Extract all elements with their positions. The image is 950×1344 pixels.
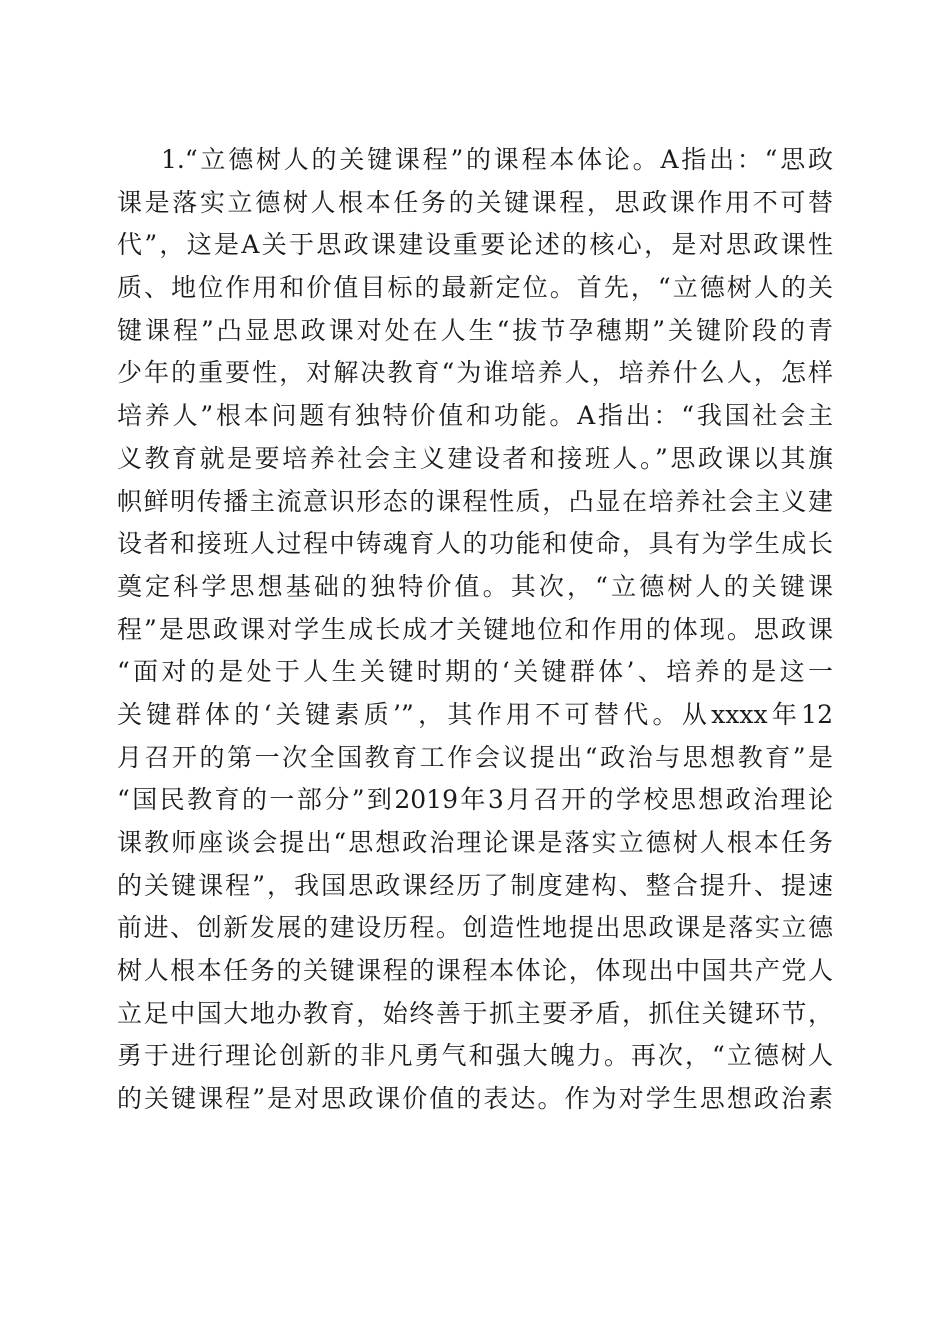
paragraph-line: 月召开的第一次全国教育工作会议提出“政治与思想教育”是 <box>117 742 833 772</box>
paragraph-line: 关键群体的‘关键素质’”，其作用不可替代。从xxxx年12 <box>117 699 833 729</box>
paragraph-line: 课是落实立德树人根本任务的关键课程，思政课作用不可替 <box>117 187 833 217</box>
paragraph-line: 1.“立德树人的关键课程”的课程本体论。A指出：“思政 <box>161 145 833 174</box>
paragraph-line: 设者和接班人过程中铸魂育人的功能和使命，具有为学生成长 <box>117 529 833 559</box>
paragraph-line: 奠定科学思想基础的独特价值。其次，“立德树人的关键课 <box>117 571 833 601</box>
paragraph-line: 勇于进行理论创新的非凡勇气和强大魄力。再次，“立德树人 <box>117 1041 833 1071</box>
paragraph-line: 培养人”根本问题有独特价值和功能。A指出：“我国社会主 <box>117 401 833 431</box>
paragraph-line: 程”是思政课对学生成长成才关键地位和作用的体现。思政课 <box>117 614 833 644</box>
paragraph-line: 前进、创新发展的建设历程。创造性地提出思政课是落实立德 <box>117 913 833 943</box>
paragraph-line: 的关键课程”，我国思政课经历了制度建构、整合提升、提速 <box>117 870 833 900</box>
paragraph-line: 立足中国大地办教育，始终善于抓主要矛盾，抓住关键环节， <box>117 998 833 1028</box>
paragraph-line: 义教育就是要培养社会主义建设者和接班人。”思政课以其旗 <box>117 443 833 473</box>
paragraph-line: 质、地位作用和价值目标的最新定位。首先，“立德树人的关 <box>117 273 833 303</box>
paragraph-line: 课教师座谈会提出“思想政治理论课是落实立德树人根本任务 <box>117 828 833 857</box>
paragraph-line: “国民教育的一部分”到2019年3月召开的学校思想政治理论 <box>117 785 833 815</box>
paragraph-line: “面对的是处于人生关键时期的‘关键群体’、培养的是这一 <box>117 657 833 687</box>
paragraph-line: 键课程”凸显思政课对处在人生“拔节孕穗期”关键阶段的青 <box>117 315 833 345</box>
paragraph-line: 帜鲜明传播主流意识形态的课程性质，凸显在培养社会主义建 <box>117 486 833 516</box>
paragraph-line: 少年的重要性，对解决教育“为谁培养人，培养什么人，怎样 <box>117 358 833 388</box>
body-paragraph <box>117 139 833 1121</box>
paragraph-line: 树人根本任务的关键课程的课程本体论，体现出中国共产党人 <box>117 956 833 986</box>
paragraph-line: 的关键课程”是对思政课价值的表达。作为对学生思想政治素 <box>117 1084 833 1114</box>
paragraph-line: 代”，这是A关于思政课建设重要论述的核心，是对思政课性 <box>117 230 833 260</box>
